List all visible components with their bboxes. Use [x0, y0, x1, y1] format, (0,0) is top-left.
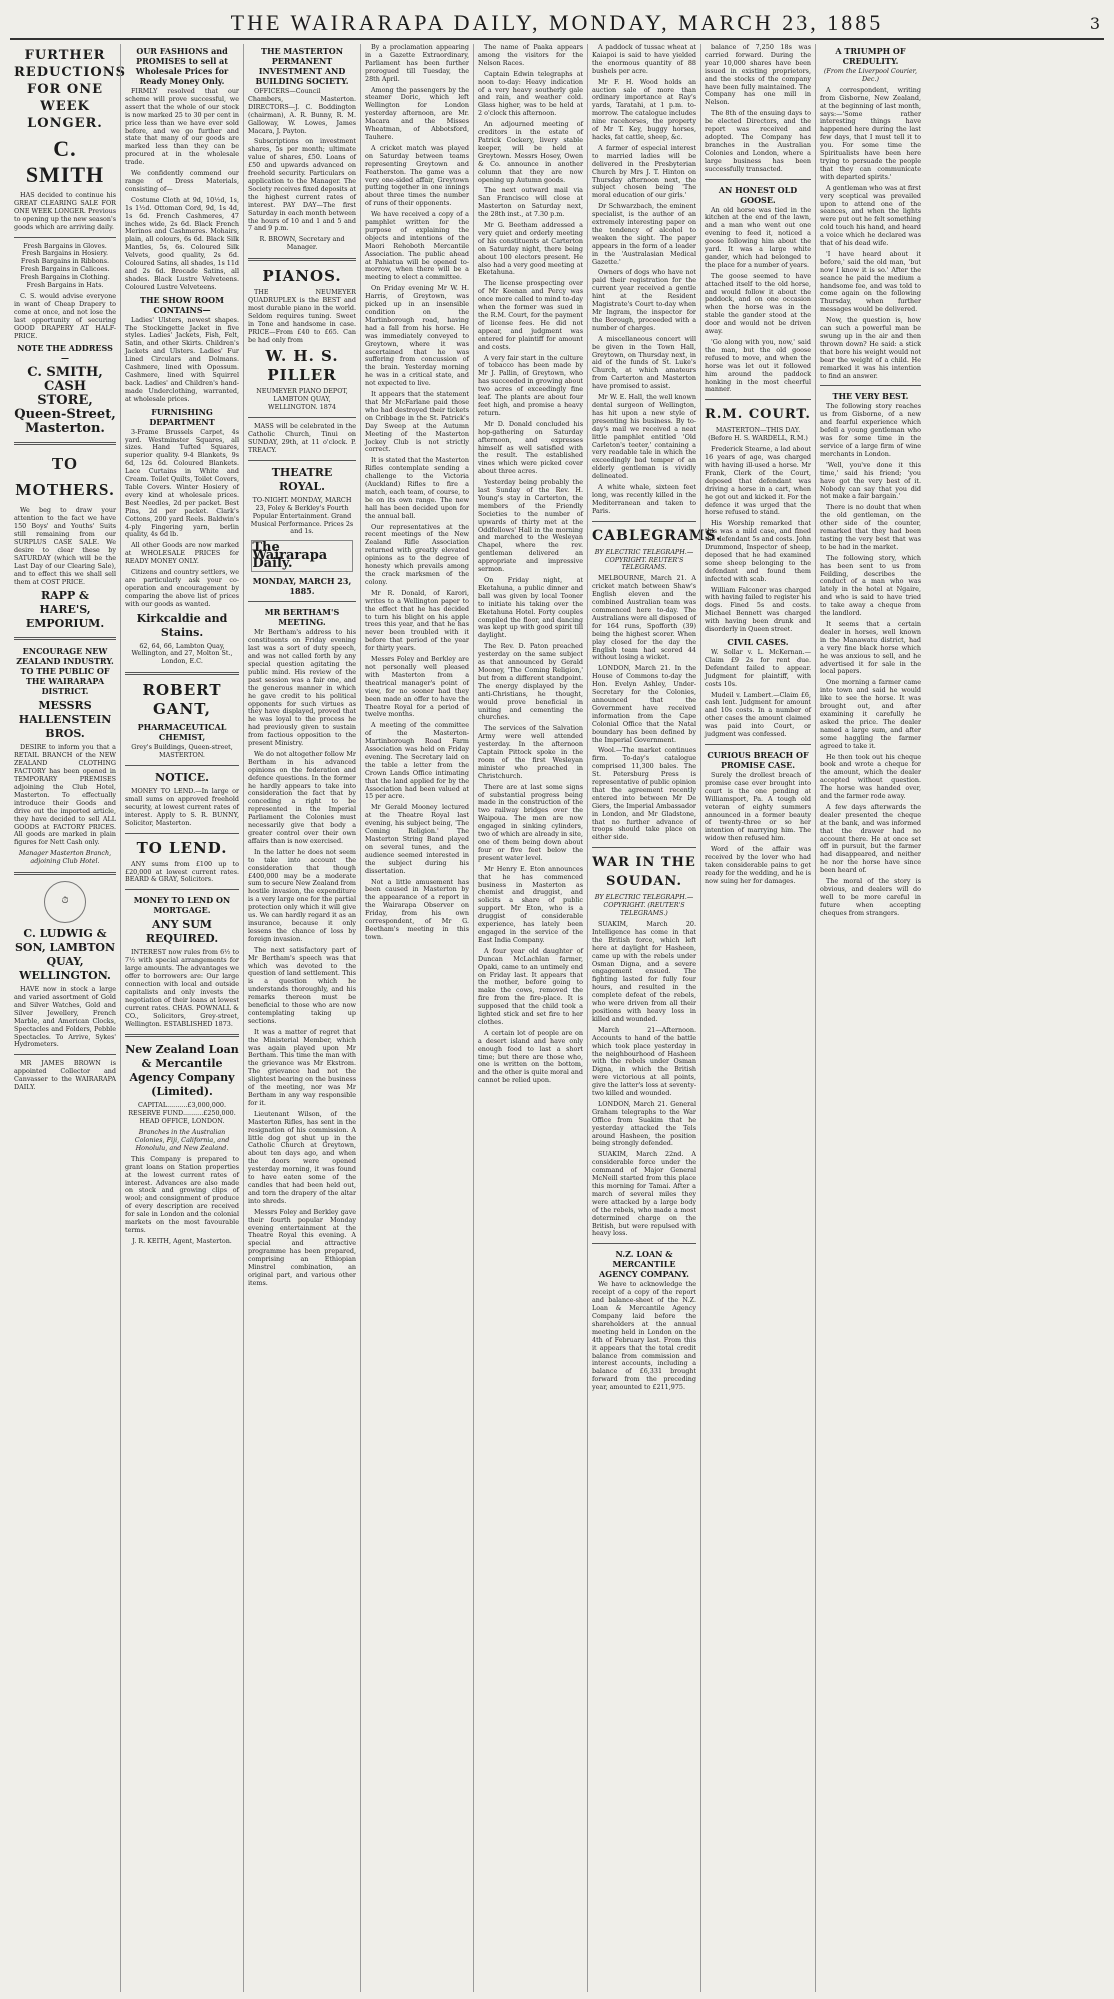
- court-paragraph: Frederick Stearne, a lad about 16 years of age, was charged with having ill-used a horse. Mr Frank, Clerk of the Court, deposed that defendant was driving a horse in a cart, when he got out and kicked it. For the defence it was urged that the horse refused to stand.: [705, 445, 811, 517]
- firmly-text: FIRMLY resolved that our scheme will prove successful, we assert that the whole of our stock is now marked 25 to 30 per cent in price less than we have ever sold before, and we go further and state that many of our goods are marked less than they can be procured at in the wholesale trade.: [125, 87, 239, 167]
- mothers-text: We beg to draw your attention to the fact we have 150 Boys' and Youths' Suits still remaining from our SURPLUS CASE SALE. We desire to clear these by SATURDAY (which will be the Last Day of our Clearing Sale), and to effect this we shall sell them at COST PRICE.: [14, 506, 116, 586]
- civil-cases-title: CIVIL CASES.: [727, 637, 789, 647]
- news-paragraph: It appears that the statement that Mr McFarlane paid those who had destroyed their tickets on Cribbage in the St. Patrick's Day Sweep at the Autumn Meeting of the Masterton Jockey Club is not strictly correct.: [365, 390, 469, 454]
- court-paragraph: Mudeil v. Lambert.—Claim £6, cash lent. Judgment for amount and 10s costs. In a number of other cases the amount claimed was paid into Court, or judgment was confessed.: [705, 690, 811, 739]
- news-paragraph: Mr D. Donald concluded his hop-gathering on Saturday afternoon, and expresses himself as well satisfied with the result. The established vines which were picked cover about three acres.: [478, 419, 583, 476]
- reductions-headline: FURTHER REDUCTIONS FOR ONE WEEK LONGER.: [14, 48, 127, 131]
- story-paragraph: A few days afterwards the dealer presented the cheque at the bank, and was informed that the drawer had no account there. He at once set off in pursuit, but the farmer had disappeared, and neither he nor the horse have since been heard of.: [820, 802, 921, 875]
- confidently-text: We confidently commend our range of Dress Materials, consisting of—: [125, 169, 239, 193]
- divider: [14, 442, 116, 445]
- subscriptions-text: Subscriptions on investment shares, 5s per month; ultimate value of shares, £50. Loans of £50 and upwards advanced on freehold security. Particulars on application to the Manager. The Society receives fixed deposits at the highest current rates of interest. PAY DAY—The first Saturday in each month between the hours of 10 and 1 and 5 and 7 and 9 p.m.: [248, 137, 356, 233]
- war-credit: BY ELECTRIC TELEGRAPH.—COPYRIGHT. (REUTER'S TELEGRAMS.): [594, 893, 694, 918]
- kirkcaldie-address: 62, 64, 66, Lambton Quay, Wellington, and 27, Molton St., London, E.C.: [131, 641, 233, 666]
- news-paragraph: A four year old daughter of Duncan McLachlan farmer, Opaki, came to an untimely end on Friday last. It appears that the mother, before going to make the cows, removed the fire from the fire-place. It is supposed that the child took a lighted stick and set fire to her clothes.: [478, 946, 583, 1026]
- news-paragraph: Mr Henry E. Eton announces that he has commenced business in Masterton as chemist and druggist, and solicits a share of public support. Mr Eton, who is a druggist of considerable experience, has lately been engaged in the service of the East India Company.: [478, 864, 583, 944]
- piano-depot: NEUMEYER PIANO DEPOT, LAMBTON QUAY, WELLINGTON. 1874: [256, 387, 348, 412]
- smith-note: C. S. would advise everyone in want of Cheap Drapery to come at once, and not lose the last opportunity of securing GOOD DRAPERY AT HALF-PRICE.: [14, 291, 116, 340]
- small-masthead: The Wairarapa Daily.: [251, 540, 352, 572]
- news-paragraph: There are at last some signs of substantial progress being made in the construction of the two railway bridges over the Waipoua. The men are now engaged in sinking cylinders, two of which are already in site, one of them being down about four or five feet below the present water level.: [478, 782, 583, 862]
- news-paragraph: Mr W. E. Hall, the well known dental surgeon of Wellington, has hit upon a new style of presenting his business. By to-day's mail we received a neat little pamphlet entitled 'Old Carleton's teeter,' containing a very readable tale in which the exceedingly bad temper of an elderly gentleman is vividly delineated.: [592, 393, 696, 481]
- theatre-title: THEATRE ROYAL.: [271, 465, 333, 493]
- news-paragraph: Mr Gerald Mooney lectured at the Theatre Royal last evening, his subject being, 'The Coming Religion.' The Masterton String Band played on several tunes, and the audience seemed interested in the subject during his dissertation.: [365, 803, 469, 875]
- brown-secretary: R. BROWN, Secretary and Manager.: [259, 235, 345, 252]
- rapp-hare: RAPP & HARE'S, EMPORIUM.: [25, 589, 105, 631]
- news-paragraph: Captain Edwin telegraphs at noon to-day: Heavy indication of a very heavy southerly gale and rain, and weather cold. Glass higher, was to be held at 2 o'clock this afternoon.: [478, 69, 583, 118]
- robert-gant: ROBERT GANT,: [142, 681, 222, 719]
- cable-paragraph: Wool.—The market continues firm. To-day's catalogue comprised 11,300 bales. The St. Petersburg Press is representative of public opinion that the agreement recently entered into between Mr De Giers, the Imperial Ambassador in London, and Mr Gladstone, that no further advance of troops should take place on either side.: [592, 746, 696, 842]
- notice-text: MONEY TO LEND.—In large or small sums on approved freehold security, at lowest current rates of interest. Apply to S. R. BUNNY, Solicitor, Masterton.: [125, 787, 239, 827]
- story-paragraph: The following story, which has been sent to us from Feilding, describes the conduct of a man who was lately in the hotel at Ngaire, and who is said to have tried to take away a cheque from the landlord.: [820, 553, 921, 618]
- note-address: NOTE THE ADDRESS—: [17, 343, 113, 364]
- story-paragraph: Word of the affair was received by the lover who had taken considerable pains to get ready for the wedding, and he is now suing her for damages.: [705, 845, 811, 885]
- cablegrams-title: CABLEGRAMS.: [592, 527, 722, 544]
- news-paragraph: A white whale, sixteen feet long, was recently killed in the Mediterranean and taken to Paris.: [592, 483, 696, 515]
- mass-notice: MASS will be celebrated in the Catholic Church, Tinui on SUNDAY, 29th, at 11 o'clock. P. TREACY.: [248, 422, 356, 454]
- story-paragraph: He then took out his cheque book and wrote a cheque for the amount, which the dealer accepted without question. The horse was handed over, and the farmer rode away.: [820, 752, 921, 801]
- news-paragraph: The license prospecting over of Mr Keenan and Percy was once more called to mind to-day when the former was sued in the R.M. Court, for the payment of license fees. He did not appear, and judgment was entered for plaintiff for amount and costs.: [478, 279, 583, 351]
- story-paragraph: 'Go along with you, now,' said the man, but the old goose refused to move, and when the horse was let out it followed him around the paddock honking in the most cheerful manner.: [705, 338, 811, 394]
- news-paragraph: A miscellaneous concert will be given in the Town Hall, Greytown, on Thursday next, in aid of the funds of St. Luke's Church, at which amateurs from Carterton and Masterton have promised to assist.: [592, 334, 696, 391]
- speech-paragraph: In the latter he does not seem to take into account the consideration that though £400,000 may be a moderate sum to secure New Zealand from hostile invasion, the expenditure is a very large one for the partial protection only which it will give us. We can hardly regard it as an insurance, because it only lessens the chance of loss by foreign invasion.: [248, 847, 356, 943]
- news-paragraph: Mr R. Donald, of Karori, writes to a Wellington paper to the effect that he has decided to turn his blight on his apple trees this year, and that he has never been troubled with it before that period of the year for thirty years.: [365, 588, 469, 653]
- story-paragraph: It seems that a certain dealer in horses, well known in the Manawatu district, had a very fine black horse which he was anxious to sell, and he advertised it for sale in the local papers.: [820, 620, 921, 676]
- masthead-rule: [10, 38, 1104, 40]
- encourage-industry: ENCOURAGE NEW ZEALAND INDUSTRY. TO THE PUBLIC OF THE WAIRARAPA DISTRICT.: [16, 646, 114, 697]
- smith-store: C. SMITH, CASH STORE, Queen-Street, Masterton.: [14, 365, 116, 437]
- story-paragraph: An old horse was tied in the kitchen at the end of the lawn, and a man who went out one evening to feed it, noticed a goose following him about the yard. It was a large white gander, which had belonged to the place for a number of years.: [705, 205, 811, 269]
- speech-paragraph: We do not altogether follow Mr Bertham in his advanced opinions on the federation and defence questions. In the former he hardly appears to take into consideration the fact that by conceding a right to be represented in the Imperial Parliament the Colonies must necessarily give that body a greater control over their own affairs than is now exercised.: [248, 749, 356, 845]
- news-paragraph: A certain lot of people are on a desert island and have only enough food to last a short time; but there are those who, one is written on the bottom, and the other is quite moral and cannot be relied upon.: [478, 1028, 583, 1085]
- page-number: 3: [1089, 14, 1100, 33]
- divider: [14, 1054, 116, 1055]
- fashions-headline: OUR FASHIONS and PROMISES to sell at Wholesale Prices for Ready Money Only.: [135, 46, 229, 86]
- column-4: [360, 44, 473, 1992]
- smith-intro: HAS decided to continue his GREAT CLEARING SALE FOR ONE WEEK LONGER. Previous to opening up the new season's goods which are arriving daily.: [14, 191, 116, 231]
- whs-piller: W. H. S. PILLER: [265, 347, 339, 385]
- news-paragraph: Our representatives at the recent meetings of the New Zealand Rifle Association returned with greatly elevated opinions as to the degree of honesty which prevails among the crack marksmen of the colony.: [365, 522, 469, 586]
- story-paragraph: The following story reaches us from Gisborne, of a new and fearful experience which befell a young gentleman who was for some time in the service of a large firm of wine merchants in London.: [820, 402, 921, 458]
- news-paragraph: Dr Schwarzbach, the eminent specialist, is the author of an extremely interesting paper on the tendency of alcohol to weaken the sight. The paper appears in the form of a leader in the 'Australasian Medical Gazette.': [592, 202, 696, 266]
- chemist-title: PHARMACEUTICAL CHEMIST,: [137, 722, 227, 743]
- column-6: [587, 43, 722, 1992]
- news-paragraph: On Friday night, at Eketahuna, a public dinner and ball was given by local Tooner to initiate his taking over the Eketahuna Hotel. Forty couples compiled the floor, and dancing was kept up with good spirit till daylight.: [478, 576, 583, 640]
- masthead-title: THE WAIRARAPA DAILY, MONDAY, MARCH 23, 1885: [230, 10, 884, 35]
- news-paragraph: A paddock of tussac wheat at Kaiapoi is said to have yielded the enormous quantity of 88 bushels per acre.: [592, 43, 696, 75]
- divider: [592, 847, 696, 848]
- divider: [14, 872, 116, 875]
- speech-paragraph: The next satisfactory part of Mr Bertham's speech was that which was devoted to the question of land settlement. This is a question which he understands thoroughly, and his remarks thereon must be beneficial to those who are now contemplating taking up sections.: [248, 945, 356, 1025]
- news-paragraph: It is stated that the Masterton Rifles contemplate sending a challenge to the Victoria (Auckland) Rifles to fire a match, each team, of course, to be on its own range. The new hall has been decided upon for the annual ball.: [365, 456, 469, 520]
- nz-loan-title: New Zealand Loan & Mercantile Agency Company (Limited).: [125, 1043, 239, 1099]
- divider: [248, 417, 356, 418]
- rm-court-sub: MASTERTON—THIS DAY. (Before H. S. WARDELL, R.M.): [708, 426, 808, 443]
- news-paragraph: Mr F. H. Wood holds an auction sale of more than ordinary importance at Ray's yards, Taratahi, at 1 p.m. to-morrow. The catalogue includes nine racehorses, the property of Mr T. Key, buggy horses, hacks, fat cattle, sheep, &c.: [592, 77, 696, 141]
- watch-emblem-icon: ⏱: [44, 881, 86, 923]
- speech-title: MR BERTHAM'S MEETING.: [264, 607, 340, 628]
- news-paragraph: We have received a copy of a pamphlet written for the purpose of explaining the objects and intentions of the Maori Rehoboth Mercantile Association. The public ahead at Pahiatua will be opened to-morrow, when there will be a meeting to elect a committee.: [365, 210, 469, 282]
- any-sum-text: INTEREST now rules from 6½ to 7½ with special arrangements for large amounts. The advantages we offer to borrowers are: Our large connection with local and outside capitalists and only invests the negotiation of their loans at lowest current rates. CHAS. POWNALL & CO., Solicitors, Grey-street, Wellington. ESTABLISHED 1873.: [125, 948, 239, 1028]
- news-paragraph: The name of Paaka appears among the visitors for the Nelson Races.: [478, 43, 583, 67]
- story-paragraph: The moral of the story is obvious, and dealers will do well to be more careful in future when accepting cheques from strangers.: [820, 877, 921, 917]
- war-paragraph: March 21—Afternoon. Accounts to hand of the battle which took place yesterday in the neighbourhood of Hasheen with the rebels under Osman Digna, in which the British were victorious at all points, give the latter's loss at seventy-two killed and wounded.: [592, 1025, 696, 1098]
- hallenstein-text: DESIRE to inform you that a RETAIL BRANCH of the NEW ZEALAND CLOTHING FACTORY has been opened in TEMPORARY PREMISES adjoining the Club Hotel, Masterton. To effectually introduce their Goods and drive out the imported article, they have decided to sell ALL GOODS at FACTORY PRICES. All goods are marked in plain figures for Nett Cash only.: [14, 743, 116, 847]
- news-paragraph: The Rev. D. Paton preached yesterday on the same subject as that announced by Gerald Mooney, 'The Coming Religion,' but from a different standpoint. The energy displayed by the anti-Christians, he thought, would prove beneficial in uniting and cementing the churches.: [478, 642, 583, 722]
- column-3: [243, 44, 360, 1992]
- story-paragraph: 'I have heard about it before,' said the old man, 'but now I know it is so.' After the seance he paid the medium a handsome fee, and was told to come again on the following Thursday, when further messages would be delivered.: [820, 249, 921, 314]
- column-8: [815, 44, 925, 1992]
- news-paragraph: The 8th of the ensuing days to be elected Directors, and the report was received and adopted. The Company has branches in the Australian Colonies and London, where a large business has been successfully transacted.: [705, 109, 811, 173]
- war-paragraph: LONDON, March 21. General Graham telegraphs to the War Office from Suakim that he yesterday attacked the Tels around Hasheen, the position being strongly defended.: [592, 1099, 696, 1148]
- divider: [705, 179, 811, 180]
- war-paragraph: SUAKIM, March 20. Intelligence has come in that the British force, which left here at daylight for Hasheen, came up with the rebels under Osman Digna, and a severe engagement ensued. The fighting lasted for fully four hours, and resulted in the complete defeat of the rebels, who were driven from all their positions with heavy loss in killed and wounded.: [592, 920, 696, 1023]
- divider: [705, 399, 811, 400]
- hallenstein-name: MESSRS HALLENSTEIN BROS.: [18, 699, 112, 741]
- divider: [125, 765, 239, 766]
- divider: [248, 258, 356, 261]
- column-5: [473, 44, 587, 1992]
- breach-title: CURIOUS BREACH OF PROMISE CASE.: [707, 749, 809, 770]
- divider: [705, 744, 811, 745]
- smith-name: C. SMITH: [25, 136, 105, 187]
- rm-court-title: R.M. COURT.: [705, 407, 811, 423]
- news-paragraph: Mr G. Beetham addressed a very quiet and orderly meeting of his constituents at Carterton on Saturday night, there being about 100 electors present. He also had a very good meeting at Eketahuna.: [478, 221, 583, 277]
- officers-text: OFFICERS—Council Chambers, Masterton. DIRECTORS—J. C. Boddington (chairman), A. R. Bunny, R. M. Galloway, W. Lowes, James Macara, J. Payton.: [248, 87, 356, 135]
- news-paragraph: On Friday evening Mr W. H. Harris, of Greytown, was picked up in an insensible condition on the Martinborough road, having had a fall from his horse. He was immediately conveyed to Greytown, where it was ascertained that he was suffering from concussion of the brain. Yesterday morning he was in a critical state, and not expected to live.: [365, 284, 469, 388]
- money-mortgage: MONEY TO LEND ON MORTGAGE.: [133, 895, 231, 916]
- story-paragraph: There is no doubt that when the old gentleman, on the other side of the counter, remarked that they had been tasting the very best that was to be had in the market.: [820, 503, 921, 551]
- cable-paragraph: LONDON, March 21. In the House of Commons to-day the Hon. Evelyn Ashley, Under-Secretary for the Colonies, announced that the Government have received information from the Cape Colonial Office that the Natal boundary has been defined by the Imperial Government.: [592, 664, 696, 744]
- divider: [14, 237, 116, 238]
- furnishing-title: FURNISHING DEPARTMENT: [149, 406, 215, 427]
- news-paragraph: A very fair start in the culture of tobacco has been made by Mr J. Pallin, of Greytown, who has succeeded in growing about two acres of exceedingly fine leaf. The plants are about four feet high, and promise a heavy return.: [478, 353, 583, 417]
- divider: [248, 460, 356, 461]
- news-paragraph: Yesterday being probably the last Sunday of the Rev. H. Young's stay in Carterton, the members of the Friendly Societies to the number of upwards of thirty met at the Oddfellows' Hall in the morning and marched to the Wesleyan Chapel, where the rev. gentleman delivered an appropriate and impressive sermon.: [478, 478, 583, 574]
- honest-goose-title: AN HONEST OLD GOOSE.: [718, 184, 798, 205]
- all-goods-note: All other Goods are now marked at WHOLESALE PRICES for READY MONEY ONLY.: [125, 541, 239, 566]
- bruce-manager: Manager Masterton Branch, adjoining Club Hotel.: [18, 849, 112, 866]
- news-paragraph: Messrs Foley and Berkley are not personally well pleased with Masterton from a theatrical manager's point of view, for no sooner had they been made an offer to have the Theatre Royal for a period of twelve months.: [365, 655, 469, 719]
- news-paragraph: An adjourned meeting of creditors in the estate of Patrick Cockery, livery stable keeper, will be held at Greytown. Messrs Hosey, Owen & Co. announce in another column that they are now opening up Autumn goods.: [478, 120, 583, 184]
- news-paragraph: A farmer of especial interest to married ladies will be delivered in the Presbyterian Church by Mrs J. T. Hinton on Thursday afternoon next, the subject chosen being 'The moral education of our girls.': [592, 143, 696, 200]
- divider: [14, 637, 116, 640]
- gant-address: Grey's Buildings, Queen-street, MASTERTON.: [131, 743, 233, 760]
- credulity-title: A TRIUMPH OF CREDULITY.: [835, 46, 906, 66]
- page-margin: [925, 44, 1105, 1992]
- to-lend-title: TO LEND.: [136, 838, 228, 857]
- court-paragraph: W. Sollar v. L. McKernan.—Claim £9 2s for rent due. Defendant failed to appear. Judgment for plaintiff, with costs 10s.: [705, 648, 811, 688]
- notice-title: NOTICE.: [155, 771, 209, 785]
- quadruplex-text: THE NEUMEYER QUADRUPLEX is the BEST and most durable piano in the world. Seldom requires tuning. Sweet in Tone and handsome in case. PRICE—From £40 to £65. Can be had only from: [248, 288, 356, 344]
- news-paragraph: A meeting of the committee of the Masterton-Martinborough Road Farm Association was held on Friday evening. The Secretary laid on the table a letter from the Crown Lands Office intimating that the land applied for by the Association had been valued at 15 per acre.: [365, 721, 469, 801]
- showroom-list: Ladies' Ulsters, newest shapes. The Stockingette Jacket in five styles. Ladies' Jackets, Fish, Felt, Satin, and other Skirts. Children's Jackets and Ulsters. Ladies' Fur Lined Circulars and Dolmans. Cashmere, lined with Opossum. Cashmere, lined with Squirrel back. Ladies' and Children's hand-made Underclothing, warranted, at wholesale prices.: [125, 315, 239, 403]
- story-paragraph: A correspondent, writing from Gisborne, New Zealand, at the beginning of last month, says:—'Some rather interesting things have happened here during the last few days, that I must tell it to you. For some time the Spiritualists have been here trying to persuade the people that they can communicate with departed spirits.': [820, 85, 921, 181]
- capital-line: CAPITAL..........£3,000,000. RESERVE FUND..........£250,000. HEAD OFFICE, LONDON.: [128, 1101, 236, 1126]
- news-paragraph: The services of the Salvation Army were well attended yesterday. In the afternoon Captain Pittock spoke in the room of the first Wesleyan minister who preached in Christchurch.: [478, 724, 583, 780]
- story-paragraph: Surely the drollest breach of promise case ever brought into court is the one pending at Williamsport, Pa. A tough old veteran of eighty summers announced in a former beauty of twenty-three or so her intention of marrying him. The widow then refused him.: [705, 770, 811, 843]
- news-paragraph: By a proclamation appearing in a Gazette Extraordinary, Parliament has been further prorogued till Tuesday, the 28th April.: [365, 43, 469, 83]
- war-title: WAR IN THE SOUDAN.: [592, 855, 696, 890]
- story-paragraph: One morning a farmer came into town and said he would like to see the horse. It was brought out, and after examining it carefully he asked the price. The dealer named a large sum, and after some haggling the farmer agreed to take it.: [820, 678, 921, 750]
- story-paragraph: The goose seemed to have attached itself to the old horse, and would follow it about the paddock, and on one occasion when the horse was in the stable the gander stood at the door and would not be driven away.: [705, 271, 811, 336]
- court-paragraph: William Falconer was charged with having failed to register his dogs. Fined 5s and costs. Michael Bennett was charged with having been drunk and disorderly in Queen street.: [705, 585, 811, 634]
- to-lend-text: ANY sums from £100 up to £20,000 at lowest current rates. BEARD & GRAY, Solicitors.: [125, 859, 239, 884]
- war-paragraph: SUAKIM, March 22nd. A considerable force under the command of Major General McNeill started from this place this morning for Tamai. After a march of several miles they were attacked by a large body of the rebels, who made a most determined charge on the British, but were repulsed with heavy loss.: [592, 1150, 696, 1238]
- citizens-note: Citizens and country settlers, we are particularly ask your co-operation and encouragement by comparing the above list of prices with our goods as wanted.: [125, 568, 239, 608]
- speech-paragraph: It was a matter of regret that the Ministerial Member, which was again played upon Mr Bertham. This time the man with the grievance was Mr Ekstrom. The grievance had not the slightest bearing on the business of the meeting, nor was Mr Bertham in any way responsible for it.: [248, 1027, 356, 1107]
- costume-list: Costume Cloth at 9d, 10½d, 1s, 1s 1½d. Ottoman Cord, 9d, 1s 4d, 1s 6d. French Cashmeres, 47 inches wide, 2s 6d. Black French Merinos and Cashmeres. Mohairs, plain, all colours, 6s 6d. Black Silk Mantles, 5s, 6s. Coloured Silk Velvets, good quality, 2s 6d. Coloured Satins, all shades, 1s 11d and 2s 6d. Brocade Satins, all shades. Black Lustre Velveteens. Coloured Lustre Velveteens.: [125, 195, 239, 291]
- any-sum-title: ANY SUM REQUIRED.: [145, 918, 219, 946]
- speech-paragraph: Lieutenant Wilson, of the Masterton Rifles, has sent in the resignation of his commission. A little dog got shut up in the Catholic Church at Greytown, about ten days ago, and when the doors were opened yesterday morning, it was found to have eaten some of the candles that had been held out, and torn the drapery of the altar into shreds.: [248, 1109, 356, 1205]
- news-paragraph: Owners of dogs who have not paid their registration for the current year received a gentle hint at the Resident Magistrate's Court to-day when Mr Ingram, the inspector for the Borough, proceeded with a number of charges.: [592, 268, 696, 332]
- masthead: [0, 0, 1114, 42]
- news-paragraph: A cricket match was played on Saturday between teams representing Greytown and Featherston. The game was a very one-sided affair, Greytown putting together in one innings about three times the number of runs of their opponents.: [365, 143, 469, 208]
- james-brown: MR JAMES BROWN is appointed Collector and Canvasser to the WAIRARAPA DAILY.: [14, 1059, 116, 1092]
- divider: [125, 889, 239, 890]
- column-1: [10, 44, 127, 1992]
- ludwig-text: HAVE now in stock a large and varied assortment of Gold and Silver Watches, Gold and Silver Jewellery, French Marble, and American Clocks, Spectacles and Folders, Pebble Spectacles. To Arrive, Sykes' Hydrometers.: [14, 985, 116, 1049]
- branches-line: Branches in the Australian Colonies, Fiji, California, and Honolulu, and New Zealand.: [134, 1128, 230, 1152]
- nz-loan-report-title: N.Z. LOAN & MERCANTILE AGENCY COMPANY.: [599, 1249, 689, 1280]
- divider: [125, 1034, 239, 1037]
- story-paragraph: A gentleman who was at first very sceptical was prevailed upon to attend one of the seances, and when the lights were put out he felt something cold touch his hand, and heard a voice which he declared was that of his dead wife.: [820, 183, 921, 248]
- credulity-source: (From the Liverpool Courier, Dec.): [823, 67, 918, 83]
- company-text: This Company is prepared to grant loans on Station properties at the lowest current rates of interest. Advances are also made on stock and growing clips of wool; and consignment of produce of every description are received for sale in London and the colonial markets on the most favourable terms.: [125, 1154, 239, 1234]
- court-paragraph: His Worship remarked that this was a mild case, and fined the defendant 5s and costs. John Drummond, Inspector of sheep, deposed that he had examined some sheep belonging to the defendant and found them infected with scab.: [705, 519, 811, 583]
- ludwig-name: C. LUDWIG & SON, LAMBTON QUAY, WELLINGTON.: [14, 927, 116, 983]
- showroom-title: THE SHOW ROOM CONTAINS—: [140, 294, 224, 315]
- divider: [125, 672, 239, 675]
- building-society-title: THE MASTERTON PERMANENT INVESTMENT AND BUILDING SOCIETY.: [255, 46, 349, 86]
- divider: [592, 521, 696, 522]
- story-paragraph: 'Well, you've done it this time,' said his friend; 'you have got the very best of it. Nobody can say that you did not make a fair bargain.': [820, 460, 921, 501]
- bargains-list: Fresh Bargains in Gloves. Fresh Bargains in Hosiery. Fresh Bargains in Ribbons. Fresh Bargains in Calicoes. Fresh Bargains in Clothing. Fresh Bargains in Hats.: [20, 241, 110, 290]
- news-paragraph: Not a little amusement has been caused in Masterton by the appearance of a report in the Wairarapa Observer on Friday, from his own correspondent, of Mr G. Beetham's meeting in this town.: [365, 877, 469, 941]
- mothers-title: TO MOTHERS.: [15, 454, 115, 500]
- furnishing-list: 3-Frame Brussels Carpet, 4s yard. Westminster Squares, all sizes. Hand Tufted Squares, superior quality. 9-4 Blankets, 9s 6d, 12s 6d. Coloured Blankets. Lace Curtains in White and Cream. Toilet Quilts, Toilet Covers, Table Covers. Winter Hosiery of every kind at wholesale prices. Best Needles, 2d per packet. Best Pins, 2d per packet. Clark's Cottons, 200 yard Reels. Baldwin's 4-ply Fingering yarn, berlin quality, 4s 6d lb.: [125, 427, 239, 539]
- kirkcaldie-name: Kirkcaldie and Stains.: [136, 611, 228, 639]
- divider: [592, 1243, 696, 1244]
- column-2: [120, 44, 243, 1992]
- pianos-title: PIANOS.: [262, 267, 342, 286]
- speech-paragraph: Mr Bertham's address to his constituents on Friday evening last was a sort of duty speech, and was not called forth by any special question agitating the public mind. His review of the past session was a fair one, and the generous manner in which he gave credit to his political opponents for such virtues as they have displayed, proved that he was loyal to the process he had previously given to sustain from factious opposition to the present Ministry.: [248, 628, 356, 748]
- divider: [248, 601, 356, 602]
- nz-loan-report: We have to acknowledge the receipt of a copy of the report and balance-sheet of the N.Z. Loan & Mercantile Agency Company laid before the shareholders at the annual meeting held in London on the 4th of February last. From this it appears that the total credit balance from commission and interest accounts, including a balance of £6,331 brought forward from the preceding year, amounted to £211,975.: [592, 1280, 696, 1392]
- divider: [125, 833, 239, 834]
- story-paragraph: Now, the question is, how can such a powerful man be swung up in the air and then thrown down? He said: a stick that bore his weight would not bear the weight of a child. He remarked it was his intention to find an answer.: [820, 316, 921, 380]
- theatre-text: TO-NIGHT. MONDAY, MARCH 23, Foley & Berkley's Fourth Popular Entertainment. Grand Musical Performance. Prices 2s and 1s.: [250, 495, 354, 536]
- issue-date: MONDAY, MARCH 23, 1885.: [252, 576, 352, 597]
- news-paragraph: balance of 7,250 18s was carried forward. During the year 10,000 shares have been issued in existing proprietors, and the stocks of the company have been fully maintained. The Company has one mill in Nelson.: [705, 43, 811, 107]
- news-paragraph: The next outward mail via San Francisco will close at Masterton on Saturday next, the 28th inst., at 7.30 p.m.: [478, 186, 583, 219]
- cable-credit: BY ELECTRIC TELEGRAPH.—COPYRIGHT. REUTER'S TELEGRAMS.: [594, 547, 694, 572]
- news-paragraph: Among the passengers by the steamer Doric, which left Wellington for London yesterday afternoon, are Mr. Macara and the Misses Wheatman, of Abbotsford, Tauhere.: [365, 85, 469, 141]
- speech-paragraph: Messrs Foley and Berkley gave their fourth popular Monday evening entertainment at the Theatre Royal this evening. A special and attractive programme has been prepared, comprising an Ethiopian Minstrel combination, an original part, and various other items.: [248, 1207, 356, 1287]
- very-best-title: THE VERY BEST.: [832, 391, 909, 402]
- column-7: [700, 44, 815, 1992]
- divider: [820, 385, 921, 386]
- cable-paragraph: MELBOURNE, March 21. A cricket match between Shaw's English eleven and the combined Australian team was commenced here to-day. The Australians were all disposed of for 164 runs, Spofforth (39) being the highest scorer. When play closed for the day the English team had scored 44 without losing a wicket.: [592, 574, 696, 662]
- keith-agent: J. R. KEITH, Agent, Masterton.: [132, 1236, 232, 1245]
